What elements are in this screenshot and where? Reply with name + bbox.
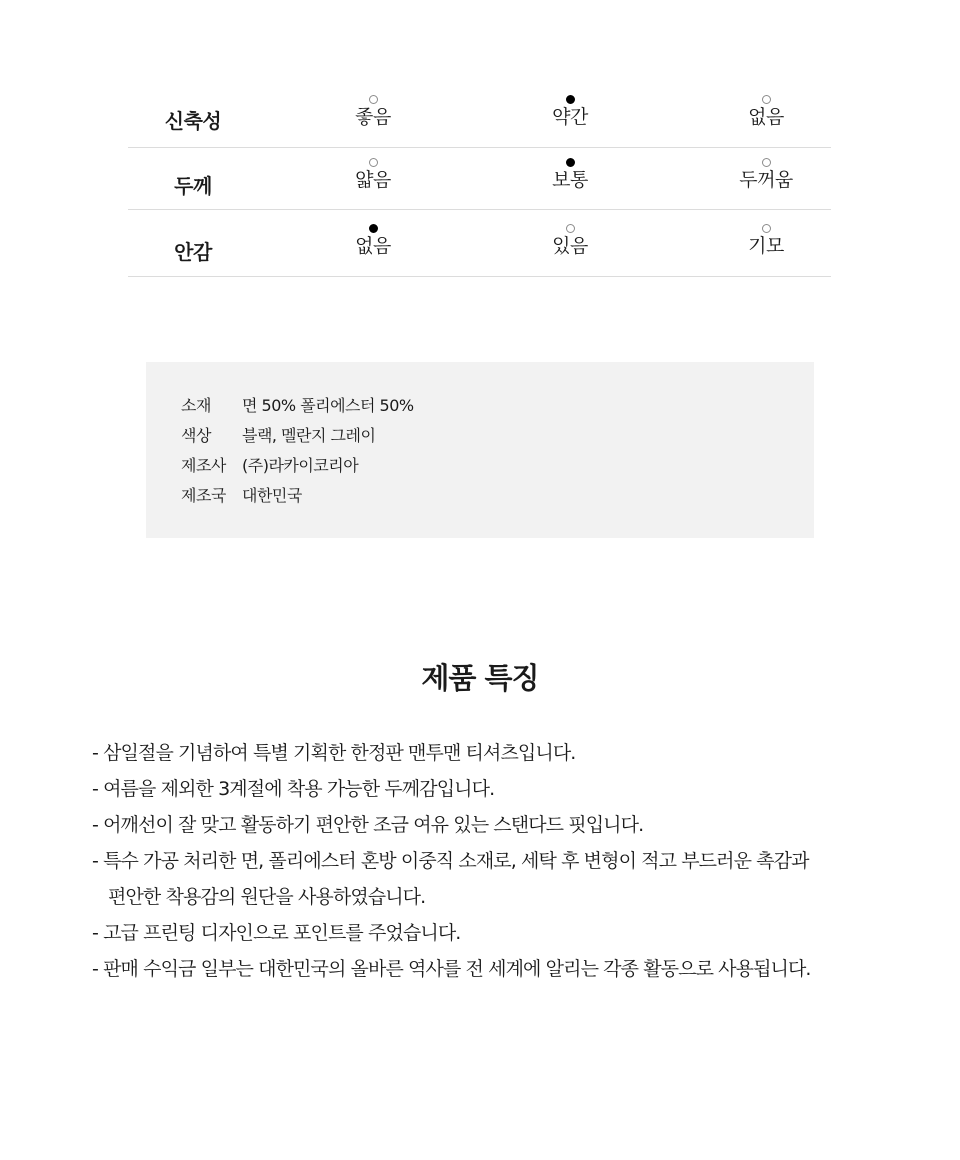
info-key: 제조국 [181, 486, 226, 505]
info-value: (주)라카이코리아 [242, 456, 359, 475]
spec-row-thickness [128, 148, 831, 210]
info-value: 대한민국 [242, 486, 302, 505]
option-label: 두꺼움 [739, 169, 793, 191]
option [706, 224, 826, 257]
info-key: 제조사 [181, 456, 226, 475]
radio-filled-icon [566, 158, 575, 167]
info-value: 면 50% 폴리에스터 50% [242, 396, 414, 415]
option-label: 좋음 [355, 106, 391, 128]
info-value: 블랙, 멜란지 그레이 [242, 426, 376, 445]
option [510, 224, 630, 257]
feature-item: - 고급 프린팅 디자인으로 포인트를 주었습니다. [92, 922, 461, 944]
info-row-manufacturer [181, 456, 358, 476]
option-label: 없음 [748, 106, 784, 128]
radio-filled-icon [369, 224, 378, 233]
info-row-color [181, 426, 375, 446]
option-label: 있음 [552, 235, 588, 257]
radio-empty-icon [762, 158, 771, 167]
option-label: 보통 [552, 169, 588, 191]
option [313, 95, 433, 128]
option-selected [313, 224, 433, 257]
option [706, 95, 826, 128]
feature-item: - 판매 수익금 일부는 대한민국의 올바른 역사를 전 세계에 알리는 각종 활동으로 사용됩니다. [92, 958, 811, 980]
row-label: 신축성 [164, 109, 222, 133]
row-label: 두께 [174, 174, 212, 198]
option-selected [510, 95, 630, 128]
option-selected [510, 158, 630, 191]
feature-item: - 특수 가공 처리한 면, 폴리에스터 혼방 이중직 소재로, 세탁 후 변형이 적고 부드러운 촉감과 [92, 850, 809, 872]
info-key: 소재 [181, 396, 211, 415]
radio-filled-icon [566, 95, 575, 104]
features-title: 제품 특징 [421, 661, 539, 695]
product-info-box [146, 362, 814, 538]
info-row-material [181, 396, 414, 416]
option-label: 약간 [552, 106, 588, 128]
radio-empty-icon [762, 95, 771, 104]
radio-empty-icon [762, 224, 771, 233]
option-label: 얇음 [355, 169, 391, 191]
option-label: 기모 [748, 235, 784, 257]
feature-item-continued [92, 879, 892, 915]
feature-item: - 여름을 제외한 3계절에 착용 가능한 두께감입니다. [92, 778, 495, 800]
spec-row-elasticity [128, 85, 831, 148]
info-row-country [181, 486, 302, 506]
option [313, 158, 433, 191]
option [706, 158, 826, 191]
feature-item: - 삼일절을 기념하여 특별 기획한 한정판 맨투맨 티셔츠입니다. [92, 742, 576, 764]
radio-empty-icon [369, 158, 378, 167]
feature-item-continuation: 편안한 착용감의 원단을 사용하였습니다. [108, 886, 426, 908]
radio-empty-icon [369, 95, 378, 104]
spec-table [128, 85, 831, 277]
feature-item: - 어깨선이 잘 맞고 활동하기 편안한 조금 여유 있는 스탠다드 핏입니다. [92, 814, 644, 836]
features-list [92, 735, 892, 987]
info-key: 색상 [181, 426, 211, 445]
row-label: 안감 [174, 240, 212, 264]
spec-row-lining [128, 210, 831, 277]
option-label: 없음 [355, 235, 391, 257]
radio-empty-icon [566, 224, 575, 233]
